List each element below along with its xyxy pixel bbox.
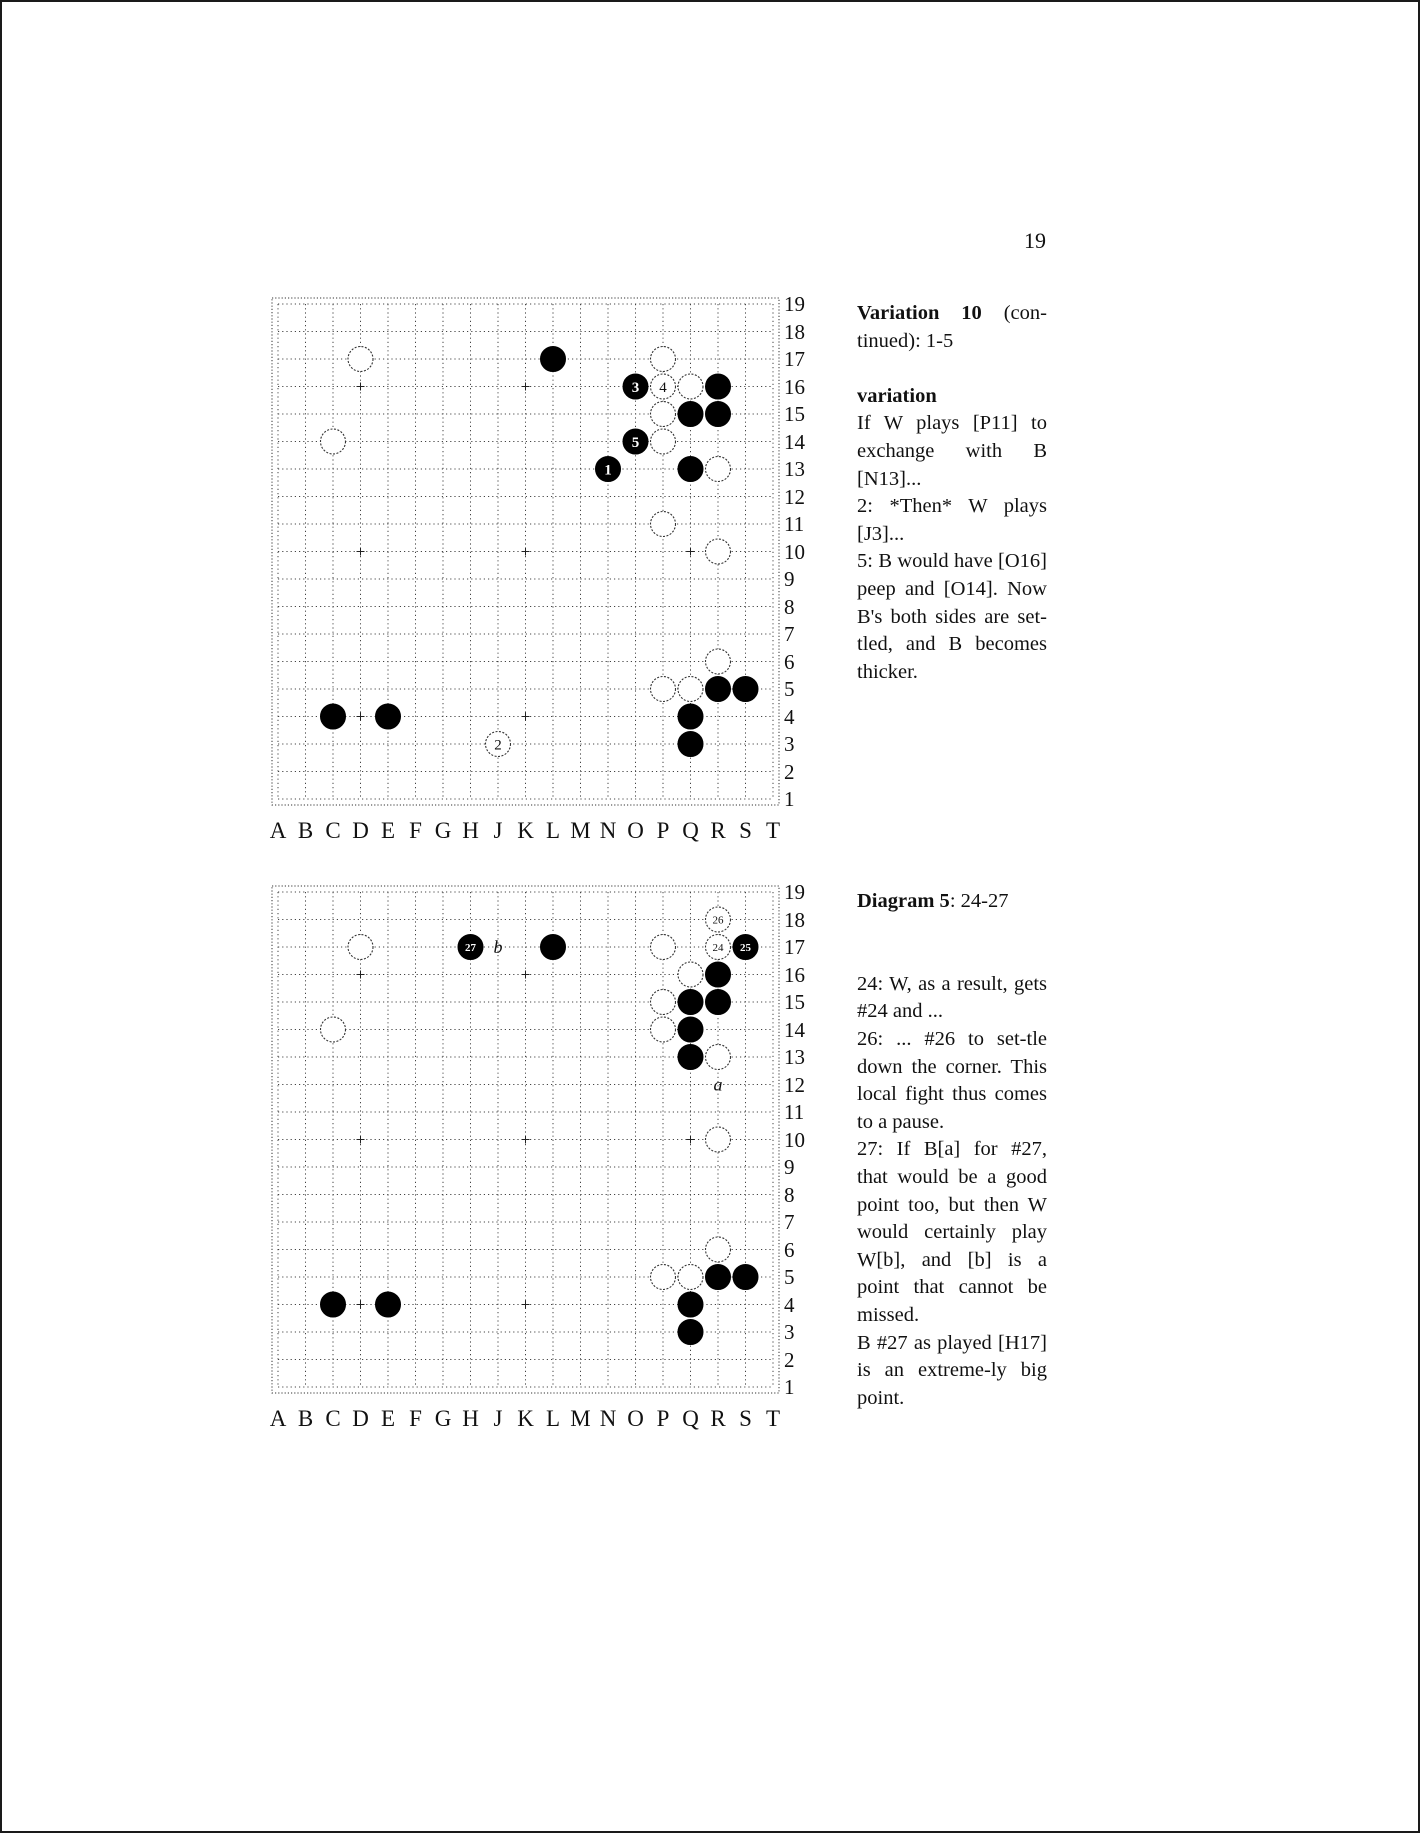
row-label: 17 [784,935,805,959]
column-label: C [325,818,341,843]
column-label: B [297,1406,314,1431]
black-stone-Q4 [678,1292,703,1317]
black-stone-C4 [321,1292,346,1317]
row-label: 13 [784,457,805,481]
go-diagram-5 [266,880,805,1431]
column-label: K [517,1406,534,1431]
commentary-variation-10 [857,300,1047,686]
column-label: R [710,1406,726,1431]
column-label: Q [682,818,699,843]
row-label: 9 [784,1155,795,1179]
white-stone-P14 [651,1017,676,1042]
column-label: S [739,818,752,843]
go-diagram-variation-10 [266,292,805,843]
row-label: 6 [784,649,795,674]
row-label: 15 [784,990,805,1014]
white-stone-R6 [706,649,731,674]
commentary-line: B #27 as played [H17] is an extreme-ly big point. [857,1331,1047,1409]
black-stone-S5 [733,677,758,702]
column-label: L [545,818,561,843]
black-stone-Q3 [678,732,703,757]
column-label: D [352,818,369,843]
column-label: K [517,818,534,843]
commentary-title-rest: : 24-27 [949,890,1009,912]
column-label: S [739,1406,752,1431]
white-stone-R6 [706,1237,731,1262]
stone-number-1: 1 [604,462,612,479]
column-label: R [710,818,726,843]
white-stone-P5 [651,677,676,702]
row-label: 4 [784,1292,795,1317]
black-stone-R5 [706,1265,731,1290]
board-mark-a: a [713,1074,723,1095]
row-label: 12 [784,1072,805,1097]
white-stone-P17 [651,935,676,960]
white-stone-C14 [321,429,346,454]
white-stone-P15 [651,990,676,1015]
stone-number-3: 3 [631,379,640,396]
commentary-line: If W plays [P11] to exchange with B [N13]... [857,412,1047,490]
row-label: 12 [784,484,805,509]
column-label: C [325,1406,341,1431]
column-label: E [380,818,396,843]
row-label: 16 [784,962,805,987]
white-stone-P11 [651,512,676,537]
column-label: P [656,1406,670,1431]
white-stone-Q16 [678,374,703,399]
column-label: E [380,1406,396,1431]
row-label: 11 [784,512,805,536]
column-label: M [570,818,591,843]
black-stone-R5 [706,677,731,702]
commentary-title: Diagram 5 [857,890,950,912]
row-label: 14 [784,1017,805,1042]
white-stone-Q16 [678,962,703,987]
black-stone-Q15 [678,402,703,427]
black-stone-Q13 [678,457,703,482]
column-label: O [627,818,644,843]
black-stone-R15 [706,402,731,427]
row-label: 7 [784,622,795,646]
column-label: L [545,1406,561,1431]
row-label: 5 [784,1265,795,1289]
row-label: 19 [784,880,805,904]
commentary-line: 24: W, as a result, gets #24 and ... [857,972,1047,1023]
column-label: D [352,1406,369,1431]
column-label: N [599,818,617,843]
white-stone-P14 [651,429,676,454]
stone-number-24: 24 [712,941,724,954]
column-label: T [765,818,781,843]
column-label: M [570,1406,591,1431]
column-label: P [656,818,670,843]
column-label: O [627,1406,644,1431]
black-stone-Q3 [678,1320,703,1345]
white-stone-C14 [321,1017,346,1042]
row-label: 5 [784,677,795,701]
board-mark-b: b [493,937,503,957]
white-stone-D17 [348,935,373,960]
black-stone-Q13 [678,1045,703,1070]
column-label: H [462,1406,479,1431]
row-label: 13 [784,1045,805,1069]
row-label: 16 [784,374,805,399]
row-label: 17 [784,347,805,371]
white-stone-Q5 [678,1265,703,1290]
white-stone-R13 [706,457,731,482]
column-label: Q [682,1406,699,1431]
black-stone-S5 [733,1265,758,1290]
stone-number-25: 25 [740,941,751,954]
page-number: 19 [1024,228,1046,253]
commentary-line: 27: If B[a] for #27, that would be a good point too, but then W would certainly play W[b], and [b] is a point that cannot be missed. [857,1138,1047,1326]
column-label: H [462,818,479,843]
row-label: 11 [784,1100,805,1124]
row-label: 10 [784,539,805,564]
row-label: 7 [784,1210,795,1234]
commentary-subtitle: variation [857,384,937,407]
row-label: 1 [784,787,795,811]
black-stone-E4 [376,1292,401,1317]
commentary-title-rest: (con-tinued): 1-5 [857,302,1047,352]
stone-number-5: 5 [631,434,640,451]
column-label: G [434,818,452,843]
row-label: 10 [784,1127,805,1152]
white-stone-Q5 [678,677,703,702]
column-label: J [493,1406,503,1431]
row-label: 8 [784,1182,795,1207]
black-stone-C4 [321,704,346,729]
commentary-line: 2: *Then* W plays [J3]... [857,495,1047,545]
row-label: 3 [784,1320,795,1344]
white-stone-R10 [706,539,731,564]
row-label: 4 [784,704,795,729]
black-stone-L17 [541,347,566,372]
black-stone-Q4 [678,704,703,729]
black-stone-R16 [706,962,731,987]
column-label: A [269,1406,287,1431]
black-stone-L17 [541,935,566,960]
row-label: 19 [784,292,805,316]
white-stone-D17 [348,347,373,372]
row-label: 3 [784,732,795,756]
row-label: 1 [784,1375,795,1399]
column-label: T [765,1406,781,1431]
stone-number-4: 4 [659,379,667,396]
go-board-svg [266,298,798,804]
go-board-svg [266,886,798,1392]
row-label: 14 [784,429,805,454]
black-stone-Q14 [678,1017,703,1042]
column-label: N [599,1406,617,1431]
row-label: 8 [784,594,795,619]
black-stone-R15 [706,990,731,1015]
commentary-line: 5: B would have [O16] peep and [O14]. Now B's both sides are set-tled, and B becomes thicker. [857,550,1047,683]
row-label: 2 [784,759,795,784]
black-stone-R16 [706,374,731,399]
black-stone-Q15 [678,990,703,1015]
column-label: F [409,1406,422,1431]
white-stone-P17 [651,347,676,372]
row-label: 9 [784,567,795,591]
row-label: 2 [784,1347,795,1372]
stone-number-27: 27 [465,941,476,954]
commentary-diagram-5 [857,888,1047,1412]
column-label: B [297,818,314,843]
white-stone-R10 [706,1127,731,1152]
commentary-line: 26: ... #26 to set-tle down the corner. This local fight thus comes to a pause. [857,1027,1047,1133]
black-stone-E4 [376,704,401,729]
column-label: G [434,1406,452,1431]
column-label: J [493,818,503,843]
row-label: 6 [784,1237,795,1262]
column-label: A [269,818,287,843]
column-label: F [409,818,422,843]
stone-number-26: 26 [712,914,724,927]
row-label: 18 [784,907,805,932]
white-stone-P5 [651,1265,676,1290]
commentary-title: Variation 10 [857,302,982,324]
white-stone-R13 [706,1045,731,1070]
white-stone-P15 [651,402,676,427]
row-label: 18 [784,319,805,344]
stone-number-2: 2 [494,737,502,754]
row-label: 15 [784,402,805,426]
